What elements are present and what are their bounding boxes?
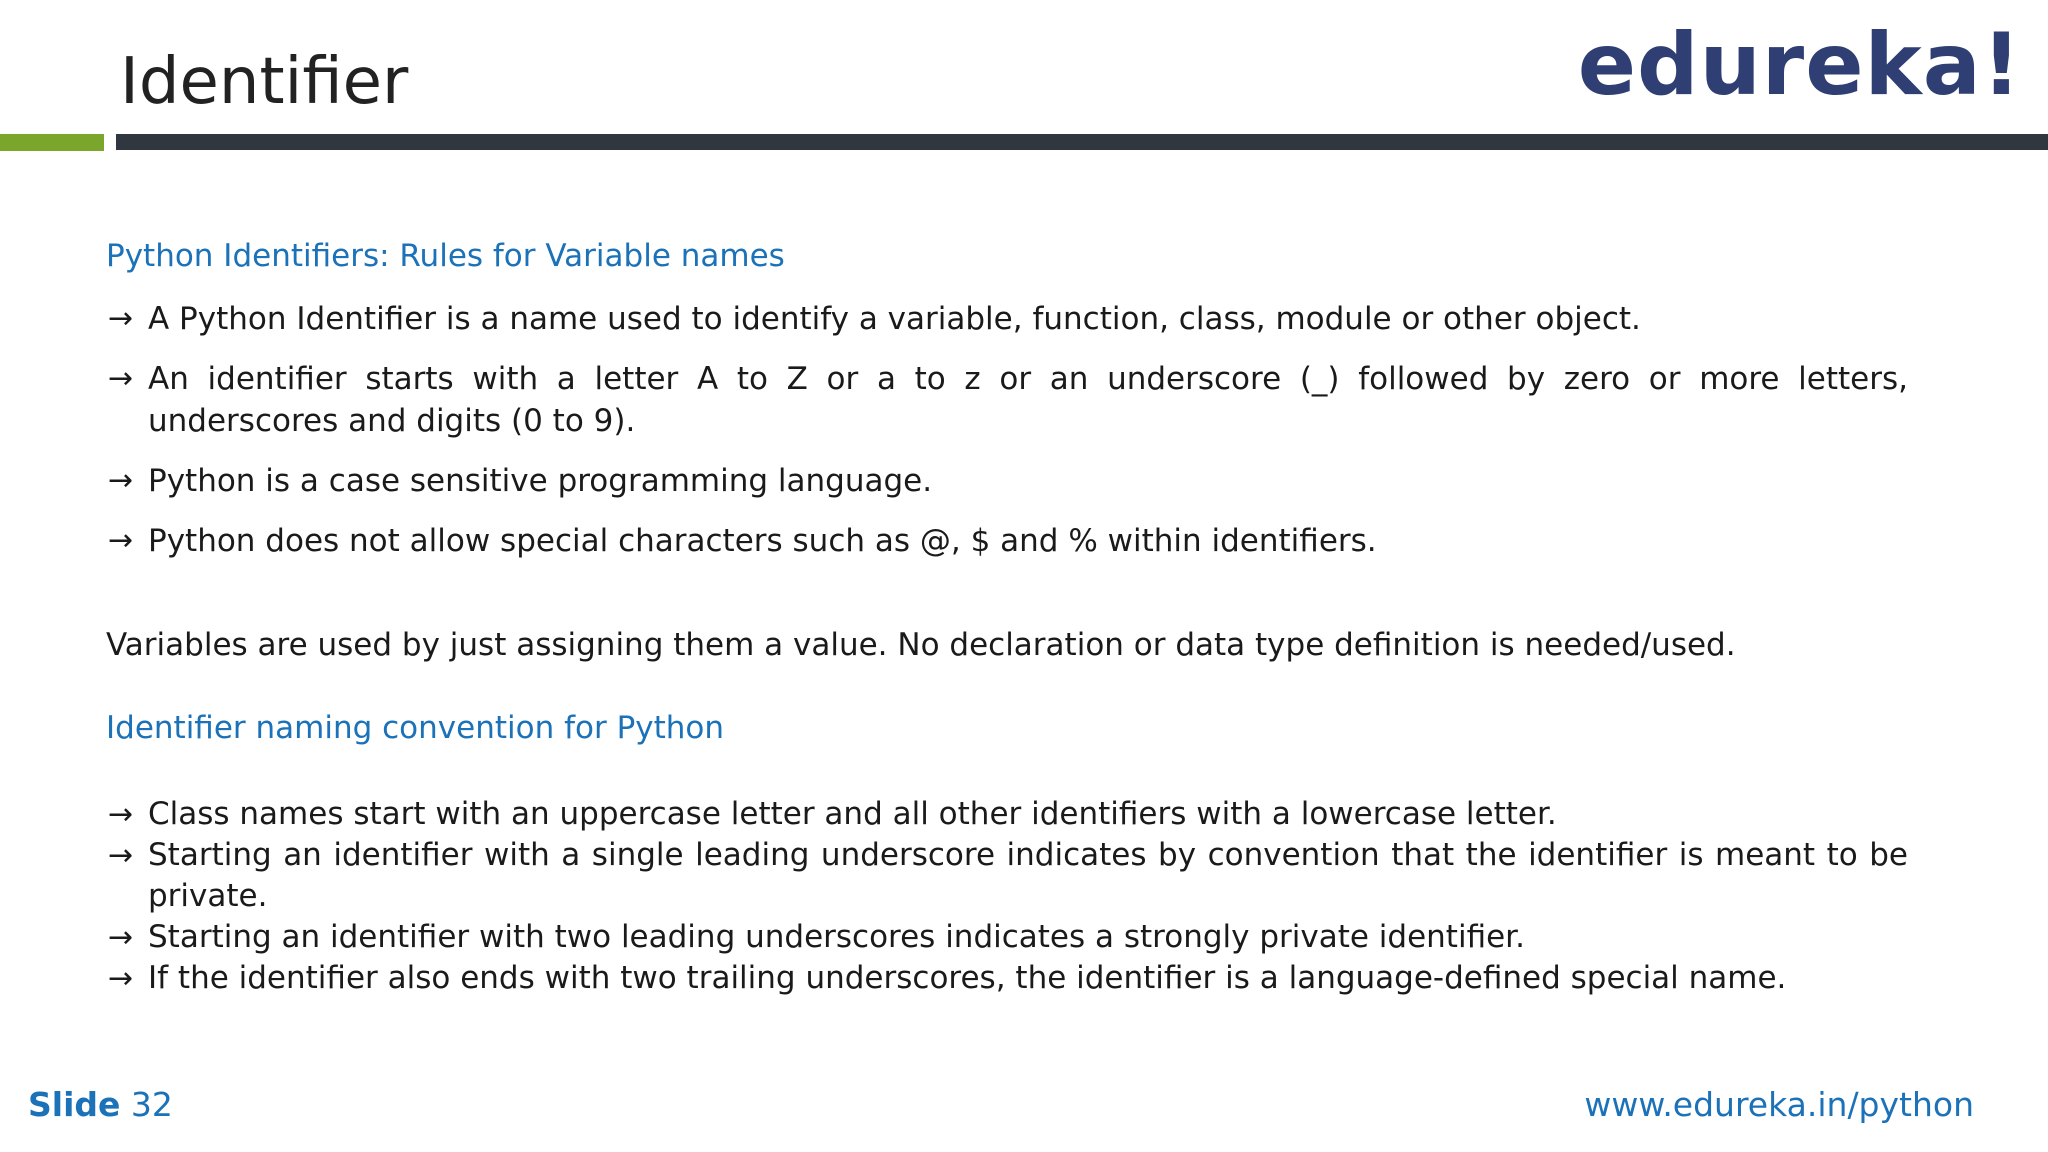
arrow-icon: → <box>108 797 134 832</box>
slide-title: Identifier <box>120 45 409 119</box>
list-item <box>106 958 1908 999</box>
bullet-text: Python does not allow special characters such as @, $ and % within identifiers. <box>148 523 1377 559</box>
slide-number-value: 32 <box>130 1085 173 1124</box>
rules-heading: Python Identifiers: Rules for Variable names <box>106 238 785 274</box>
list-item <box>106 794 1908 835</box>
arrow-icon: → <box>108 838 134 873</box>
bullet-text: Starting an identifier with a single leading underscore indicates by convention that the identifier is meant to be private. <box>148 837 1908 914</box>
convention-list <box>106 794 1908 999</box>
arrow-icon: → <box>108 523 134 558</box>
bullet-text: If the identifier also ends with two trailing underscores, the identifier is a language-defined special name. <box>148 960 1787 996</box>
rules-list <box>106 298 1908 562</box>
slide-number <box>28 1085 173 1124</box>
variables-note: Variables are used by just assigning them a value. No declaration or data type definition is needed/used. <box>106 627 1736 663</box>
list-item <box>106 835 1908 917</box>
bullet-text: Class names start with an uppercase letter and all other identifiers with a lowercase letter. <box>148 796 1557 832</box>
arrow-icon: → <box>108 463 134 498</box>
arrow-icon: → <box>108 920 134 955</box>
footer-url-link[interactable]: www.edureka.in/python <box>1584 1085 1974 1124</box>
list-item <box>106 520 1908 562</box>
slide-content <box>106 232 1908 999</box>
list-item <box>106 460 1908 502</box>
arrow-icon: → <box>108 361 134 396</box>
bullet-text: An identifier starts with a letter A to Z or a to z or an underscore (_) followed by zero or more letters, underscores and digits (0 to 9). <box>148 361 1908 439</box>
bullet-text: A Python Identifier is a name used to identify a variable, function, class, module or other object. <box>148 301 1641 337</box>
convention-heading: Identifier naming convention for Python <box>106 710 725 746</box>
bullet-text: Starting an identifier with two leading underscores indicates a strongly private identifier. <box>148 919 1525 955</box>
list-item <box>106 917 1908 958</box>
title-accent-bar <box>0 134 104 151</box>
list-item <box>106 358 1908 442</box>
arrow-icon: → <box>108 961 134 996</box>
slide-number-label: Slide <box>28 1085 121 1124</box>
arrow-icon: → <box>108 301 134 336</box>
title-divider-bar <box>116 134 2048 150</box>
bullet-text: Python is a case sensitive programming language. <box>148 463 933 499</box>
edureka-logo: edureka! <box>1577 15 2022 115</box>
list-item <box>106 298 1908 340</box>
